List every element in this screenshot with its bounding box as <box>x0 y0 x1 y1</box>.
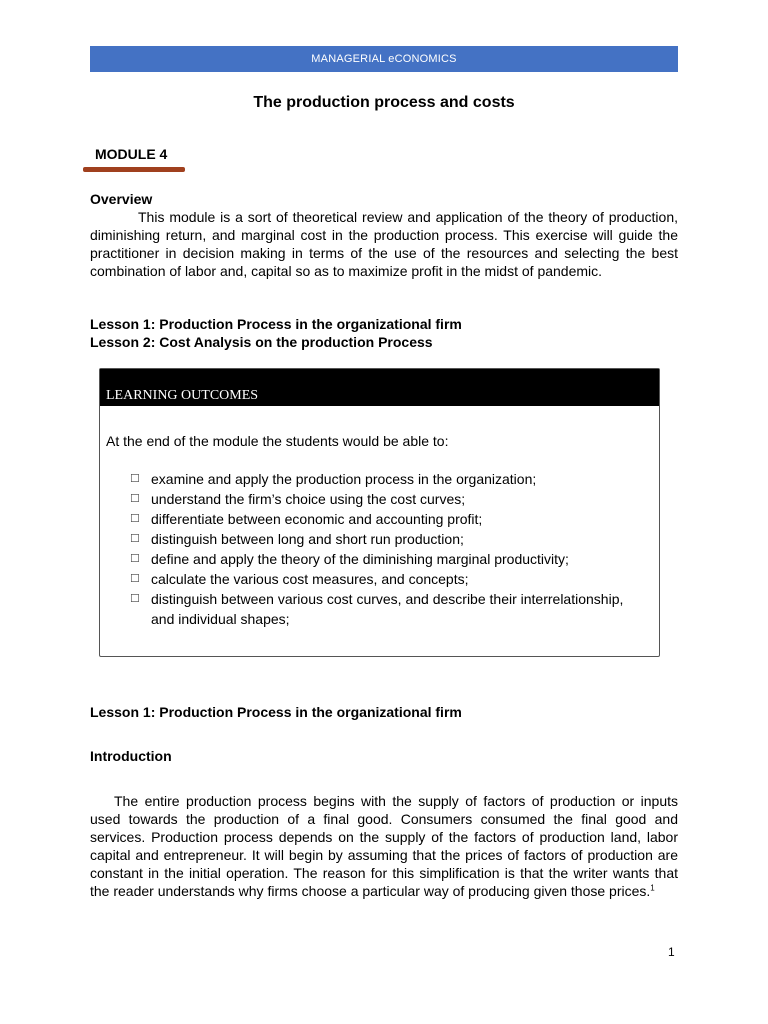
overview-text: This module is a sort of theoretical review and application of the theory of production, diminishing return, and marginal cost in the production process. This exercise will guide the practitioner in decision making in terms of the use of the resources and selecting the best combination of labor and, capital so as to maximize profit in the midst of pandemic. <box>90 209 678 279</box>
list-item: ☐ understand the firm’s choice using the cost curves; <box>130 491 466 507</box>
page-number: 1 <box>668 945 675 959</box>
page-title: The production process and costs <box>253 94 515 111</box>
introduction-heading: Introduction <box>90 748 172 764</box>
checkbox-icon: ☐ <box>130 573 140 585</box>
checkbox-icon: ☐ <box>130 553 140 565</box>
list-item: ☐ examine and apply the production process in the organization; <box>130 471 537 487</box>
learning-outcomes-intro: At the end of the module the students would be able to: <box>106 433 449 449</box>
learning-outcomes-header <box>100 369 659 406</box>
checkbox-icon: ☐ <box>130 513 140 525</box>
learning-outcomes-list <box>130 469 640 629</box>
list-item: ☐ calculate the various cost measures, and concepts; <box>130 571 469 587</box>
checkbox-icon: ☐ <box>130 533 140 545</box>
checkbox-icon: ☐ <box>130 473 140 485</box>
document-header-bar <box>90 46 678 72</box>
overview-heading: Overview <box>90 191 153 207</box>
list-item: ☐ define and apply the theory of the diminishing marginal productivity; <box>130 551 569 567</box>
lesson-1-section-heading: Lesson 1: Production Process in the organizational firm <box>90 704 462 720</box>
learning-outcomes-heading: LEARNING OUTCOMES <box>106 388 259 403</box>
module-label: MODULE 4 <box>95 146 168 162</box>
header-text: MANAGERIAL eCONOMICS <box>311 53 457 65</box>
footnote-mark: 1 <box>650 883 655 893</box>
learning-outcomes-box <box>99 368 660 657</box>
overview-body <box>90 208 678 280</box>
list-item: ☐ distinguish between various cost curves, and describe their interrelationship, and individual shapes; <box>130 591 624 627</box>
list-item: ☐ differentiate between economic and accounting profit; <box>130 511 483 527</box>
checkbox-icon: ☐ <box>130 593 140 605</box>
introduction-text: The entire production process begins with the supply of factors of production or inputs used towards the production of a final good. Consumers consumed the final good and services. Production process depends on the supply of the factors of production land, labor capital and entrepreneur. It will begin by assuming that the prices of factors of production are constant in the initial operation. The reason for this simplification is that the writer wants that the reader understands why firms choose a particular way of producing given those prices. <box>90 793 678 899</box>
introduction-body <box>90 792 678 900</box>
lesson-1-title: Lesson 1: Production Process in the organizational firm <box>90 316 462 332</box>
module-underline <box>83 167 185 172</box>
list-item: ☐ distinguish between long and short run production; <box>130 531 464 547</box>
checkbox-icon: ☐ <box>130 493 140 505</box>
lesson-2-title: Lesson 2: Cost Analysis on the production Process <box>90 334 433 350</box>
